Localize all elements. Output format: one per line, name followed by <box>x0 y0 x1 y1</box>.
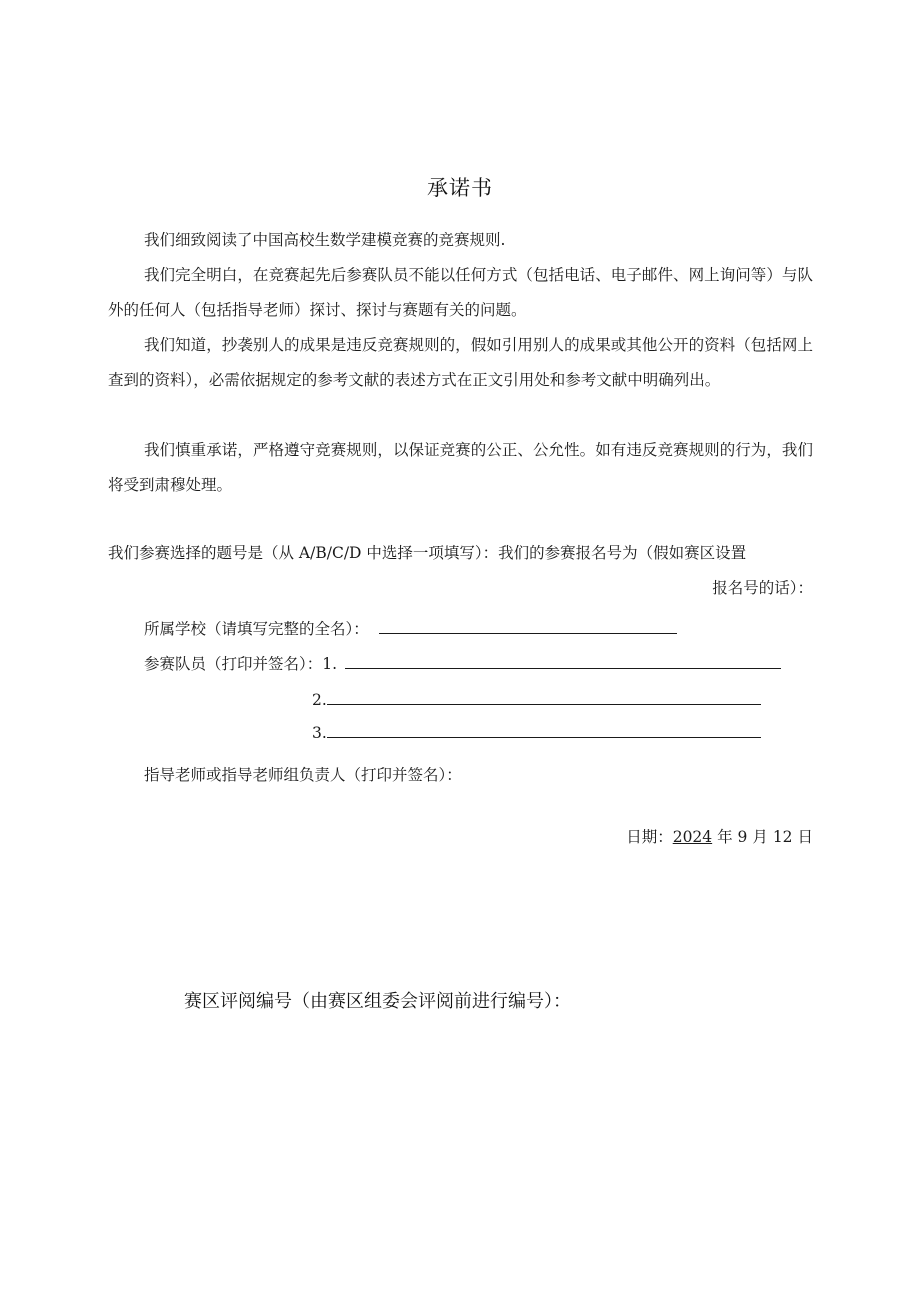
date-year-suffix: 年 <box>717 828 733 846</box>
review-number-label: 赛区评阅编号（由赛区组委会评阅前进行编号）： <box>184 991 571 1012</box>
school-label: 所属学校（请填写完整的全名）： <box>144 620 369 638</box>
paragraph-solemn-promise: 我们慎重承诺，严格遵守竞赛规则，以保证竞赛的公正、公允性。如有违反竞赛规则的行为，我们将受到肃穆处理。 <box>108 441 813 494</box>
date-prefix: 日期： <box>626 828 673 846</box>
school-blank-line[interactable] <box>379 616 677 634</box>
member-2-field <box>312 687 761 711</box>
member-2-label: 2. <box>312 691 327 709</box>
date-line <box>626 826 813 848</box>
paragraph-rules-read: 我们细致阅读了中国高校生数学建模竞赛的竞赛规则. <box>144 231 506 249</box>
member-3-label: 3. <box>312 724 327 742</box>
member-2-blank-line[interactable] <box>327 687 761 705</box>
paragraph-no-contact: 我们完全明白，在竞赛起先后参赛队员不能以任何方式（包括电话、电子邮件、网上询问等）与队外的任何人（包括指导老师）探讨、探讨与赛题有关的问题。 <box>108 266 813 319</box>
member-3-blank-line[interactable] <box>327 720 761 738</box>
registration-number-label: 报名号的话）： <box>712 579 813 597</box>
date-month-suffix: 月 <box>752 828 768 846</box>
member-3-field <box>312 720 761 744</box>
members-label: 参赛队员（打印并签名）：1. <box>144 655 338 673</box>
school-field <box>144 616 677 640</box>
date-year: 2024 <box>672 828 713 846</box>
paragraph-plagiarism: 我们知道，抄袭别人的成果是违反竞赛规则的，假如引用别人的成果或其他公开的资料（包括网上查到的资料），必需依据规定的参考文献的表述方式在正文引用处和参考文献中明确列出。 <box>108 336 813 389</box>
member-1-field <box>144 651 781 675</box>
page-title: 承诺书 <box>427 176 493 200</box>
advisor-label: 指导老师或指导老师组负责人（打印并签名）： <box>144 766 462 784</box>
date-month: 9 <box>737 828 748 846</box>
problem-choice-label: 我们参赛选择的题号是（从 A/B/C/D 中选择一项填写）：我们的参赛报名号为（假如赛区设置 <box>108 544 747 562</box>
date-day: 12 <box>772 828 793 846</box>
member-1-blank-line[interactable] <box>345 651 781 669</box>
date-day-suffix: 日 <box>797 828 813 846</box>
